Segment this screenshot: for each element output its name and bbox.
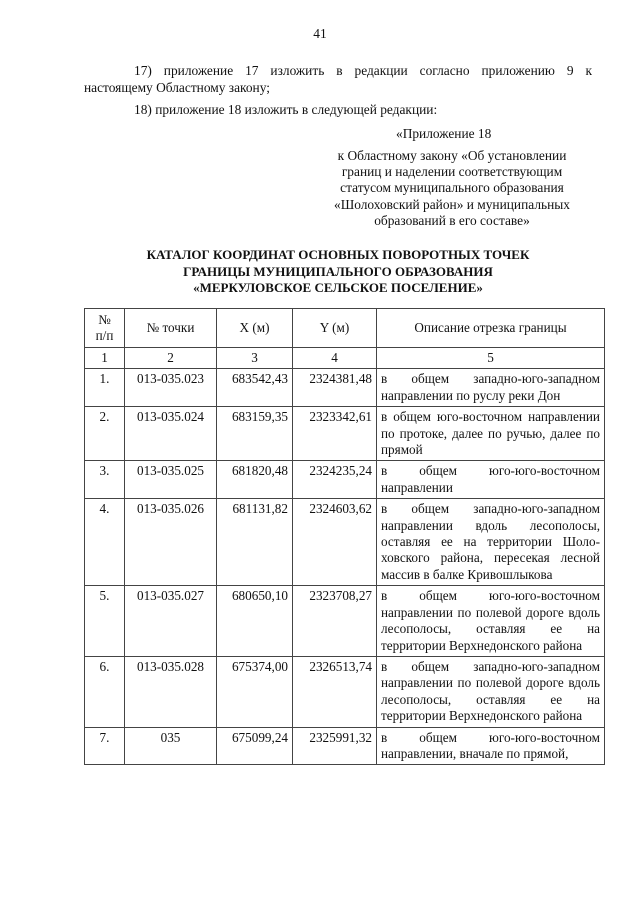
- paragraph-17-line2: настоящему Областному закону;: [84, 80, 270, 95]
- row-desc: в общем западно-юго-западном направлении вдоль лесополосы, оставляя ее на территории Шолоховского района, пересекая лесной массив в балке Кривошлыкова: [377, 499, 605, 586]
- table-row: [85, 499, 605, 586]
- row-desc: в общем западно-юго-западном направлении по полевой дороге вдоль лесополосы, оставляя ее на территории Верхнедонского района: [377, 656, 605, 727]
- paragraph-17: [84, 62, 592, 96]
- row-y: 2323708,27: [293, 586, 377, 657]
- row-point: 013-035.027: [125, 586, 217, 657]
- catalog-title-line: «МЕРКУЛОВСКОЕ СЕЛЬСКОЕ ПОСЕЛЕНИЕ»: [193, 280, 483, 295]
- table-row: [85, 586, 605, 657]
- row-num: 6.: [85, 656, 125, 727]
- page-number: 41: [313, 26, 327, 41]
- row-num: 4.: [85, 499, 125, 586]
- row-desc: в общем юго-восточном направлении по протоке, далее по ручью, далее по прямой: [377, 407, 605, 461]
- table-row: [85, 656, 605, 727]
- paragraph-18: 18) приложение 18 изложить в следующей редакции:: [134, 102, 438, 117]
- header-y: Y (м): [293, 309, 377, 348]
- row-point: 013-035.028: [125, 656, 217, 727]
- paragraph-17-line1: 17) приложение 17 изложить в редакции согласно приложению 9 к: [134, 63, 592, 78]
- table-row: [85, 369, 605, 407]
- row-x: 675099,24: [217, 727, 293, 765]
- coordinates-table: [84, 308, 605, 765]
- appendix-subtitle-line: образований в его составе»: [374, 212, 530, 228]
- catalog-title: [84, 247, 592, 297]
- table-row: [85, 461, 605, 499]
- appendix-subtitle-line: к Областному закону «Об установлении: [337, 148, 567, 163]
- row-x: 675374,00: [217, 656, 293, 727]
- row-point: 013-035.025: [125, 461, 217, 499]
- row-x: 683159,35: [217, 407, 293, 461]
- catalog-title-line: КАТАЛОГ КООРДИНАТ ОСНОВНЫХ ПОВОРОТНЫХ ТОЧЕК: [146, 247, 530, 262]
- row-point: 013-035.024: [125, 407, 217, 461]
- column-number: 4: [293, 348, 377, 369]
- row-point: 013-035.026: [125, 499, 217, 586]
- row-num: 2.: [85, 407, 125, 461]
- appendix-title: «Приложение 18: [396, 126, 492, 141]
- column-number: 1: [85, 348, 125, 369]
- row-y: 2323342,61: [293, 407, 377, 461]
- row-desc: в общем западно-юго-западном направлении по руслу реки Дон: [377, 369, 605, 407]
- header-desc: Описание отрезка границы: [377, 309, 605, 348]
- row-num: 5.: [85, 586, 125, 657]
- column-number: 2: [125, 348, 217, 369]
- row-x: 681820,48: [217, 461, 293, 499]
- row-point: 035: [125, 727, 217, 765]
- header-num-line1: №: [98, 311, 111, 327]
- header-num-line2: п/п: [95, 328, 114, 343]
- table-row: [85, 727, 605, 765]
- row-y: 2324381,48: [293, 369, 377, 407]
- row-desc: в общем юго-юго-восточном направлении по полевой дороге вдоль лесополосы, оставляя ее на территории Верхнедонского района: [377, 586, 605, 657]
- appendix-subtitle-line: границ и наделении соответствующим: [341, 164, 563, 180]
- row-num: 1.: [85, 369, 125, 407]
- table-row: [85, 407, 605, 461]
- row-y: 2324235,24: [293, 461, 377, 499]
- row-desc: в общем юго-юго-восточном направлении: [377, 461, 605, 499]
- row-y: 2326513,74: [293, 656, 377, 727]
- appendix-subtitle-line: «Шолоховский район» и муниципальных: [334, 196, 570, 212]
- row-x: 680650,10: [217, 586, 293, 657]
- row-x: 681131,82: [217, 499, 293, 586]
- row-num: 3.: [85, 461, 125, 499]
- row-desc: в общем юго-юго-восточном направлении, вначале по прямой,: [377, 727, 605, 765]
- header-x: X (м): [217, 309, 293, 348]
- column-number: 3: [217, 348, 293, 369]
- column-number-row: [85, 348, 605, 369]
- appendix-subtitle: [312, 148, 592, 229]
- row-x: 683542,43: [217, 369, 293, 407]
- header-point: № точки: [125, 309, 217, 348]
- row-y: 2324603,62: [293, 499, 377, 586]
- column-number: 5: [377, 348, 605, 369]
- row-y: 2325991,32: [293, 727, 377, 765]
- appendix-subtitle-line: статусом муниципального образования: [340, 180, 564, 196]
- row-num: 7.: [85, 727, 125, 765]
- table-header-row: [85, 309, 605, 348]
- catalog-title-line: ГРАНИЦЫ МУНИЦИПАЛЬНОГО ОБРАЗОВАНИЯ: [183, 263, 493, 279]
- header-num: [85, 309, 125, 348]
- row-point: 013-035.023: [125, 369, 217, 407]
